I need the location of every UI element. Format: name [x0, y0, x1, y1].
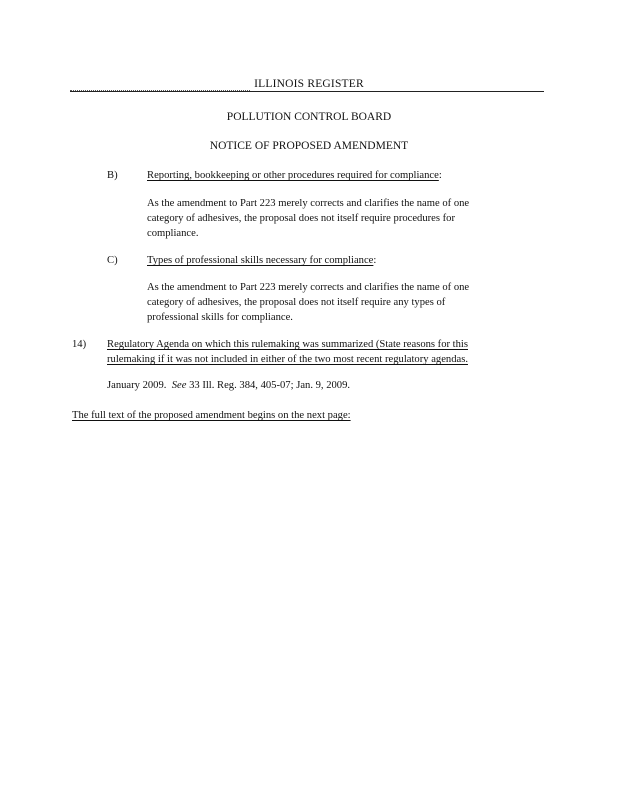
- item-b-heading-text: Reporting, bookkeeping or other procedures required for compliance: [147, 170, 439, 181]
- header-rule: [70, 91, 544, 92]
- item-c-heading-colon: :: [373, 255, 377, 266]
- agency-name: POLLUTION CONTROL BOARD: [226, 111, 392, 123]
- section-14-number: 14): [72, 339, 87, 350]
- section-14-heading-line-1: Regulatory Agenda on which this rulemaking was summarized (State reasons for this: [107, 339, 468, 350]
- item-c-heading: [147, 253, 547, 268]
- full-text-note: The full text of the proposed amendment begins on the next page:: [72, 410, 351, 421]
- item-b-body-line-2: category of adhesives, the proposal does not itself require procedures for: [147, 213, 455, 224]
- item-b-heading: [147, 168, 547, 183]
- notice-title: NOTICE OF PROPOSED AMENDMENT: [209, 140, 409, 152]
- item-b-letter: B): [107, 170, 118, 181]
- item-c-heading-text: Types of professional skills necessary for compliance: [147, 255, 374, 266]
- item-c-body-line-2: category of adhesives, the proposal does not itself require any types of: [147, 297, 446, 308]
- section-14-heading-line-2: rulemaking if it was not included in either of the two most recent regulatory agendas.: [107, 354, 468, 365]
- item-b-body-line-3: compliance.: [147, 228, 199, 239]
- section-14-agenda: [107, 378, 547, 393]
- agenda-citation: 33 Ill. Reg. 384, 405-07; Jan. 9, 2009.: [186, 380, 351, 391]
- item-b-body-line-1: As the amendment to Part 223 merely corrects and clarifies the name of one: [147, 198, 470, 209]
- agenda-see: See: [171, 380, 187, 391]
- item-c-body-line-3: professional skills for compliance.: [147, 312, 293, 323]
- item-c-letter: C): [107, 255, 118, 266]
- item-c-body-line-1: As the amendment to Part 223 merely corrects and clarifies the name of one: [147, 282, 470, 293]
- agenda-date: January 2009.: [107, 380, 172, 391]
- register-title: ILLINOIS REGISTER: [254, 78, 364, 90]
- item-b-heading-colon: :: [438, 170, 442, 181]
